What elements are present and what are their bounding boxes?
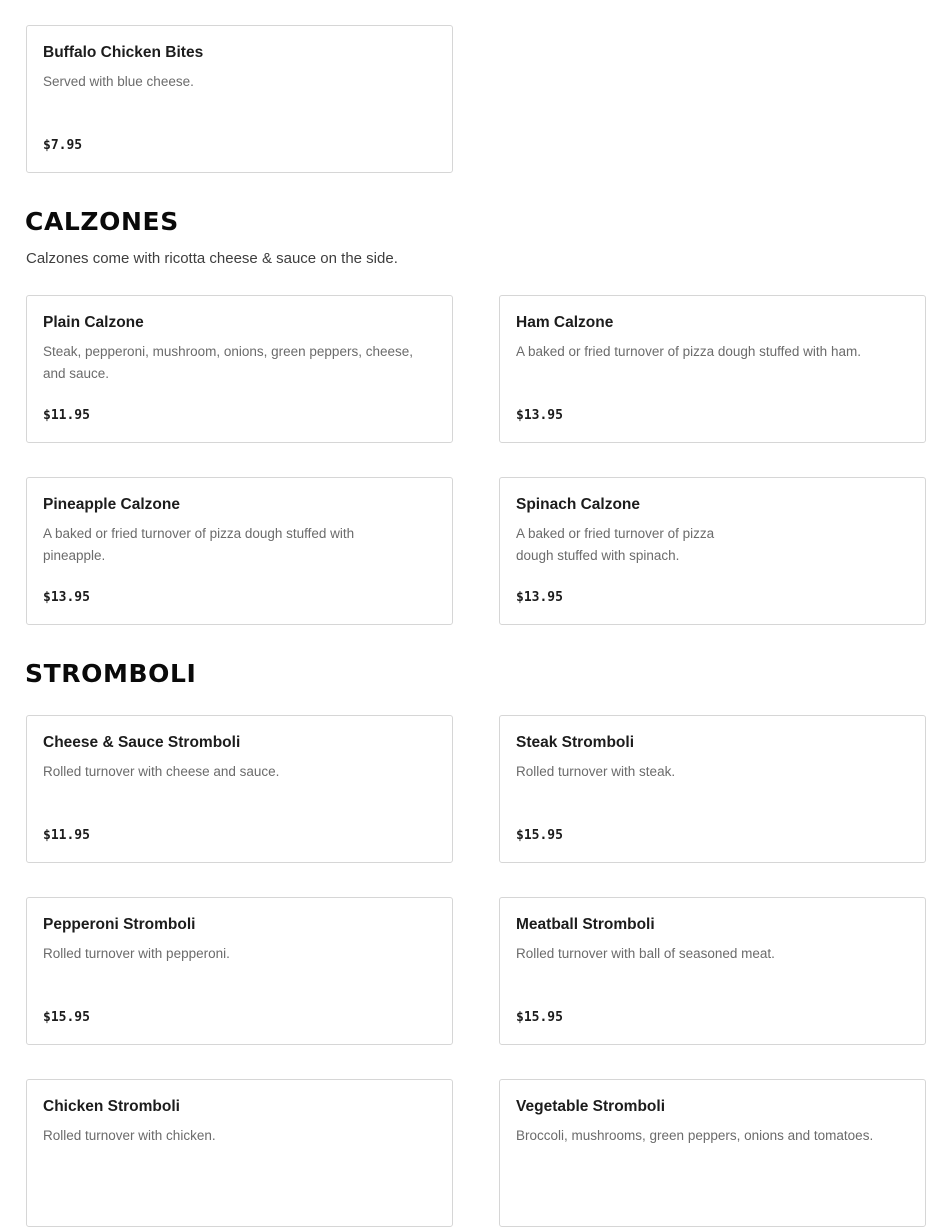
menu-item-card[interactable] <box>499 1079 926 1227</box>
item-price: $13.95 <box>516 408 563 423</box>
item-description: Broccoli, mushrooms, green peppers, onions and tomatoes. <box>516 1128 874 1143</box>
menu-item-card[interactable] <box>26 715 453 863</box>
item-price: $15.95 <box>516 828 563 843</box>
item-name: Ham Calzone <box>516 314 614 331</box>
item-name: Spinach Calzone <box>516 496 641 513</box>
item-price: $11.95 <box>43 408 90 423</box>
item-description: Served with blue cheese. <box>43 74 194 89</box>
item-name: Vegetable Stromboli <box>516 1098 666 1115</box>
menu-item-card[interactable] <box>26 1079 453 1227</box>
item-description: Rolled turnover with ball of seasoned meat. <box>516 946 775 961</box>
item-price: $15.95 <box>43 1010 90 1025</box>
menu-item-card[interactable] <box>26 295 453 443</box>
item-name: Meatball Stromboli <box>516 916 655 933</box>
item-price: $11.95 <box>43 828 90 843</box>
section-title-stromboli: STROMBOLI <box>25 659 197 688</box>
menu-item-card[interactable] <box>26 25 453 173</box>
menu-item-card[interactable] <box>499 897 926 1045</box>
item-description: Steak, pepperoni, mushroom, onions, green peppers, cheese, and sauce. <box>43 344 413 381</box>
item-name: Buffalo Chicken Bites <box>43 44 204 61</box>
menu-item-card[interactable] <box>26 477 453 625</box>
item-description: A baked or fried turnover of pizza dough stuffed with spinach. <box>516 526 715 563</box>
item-price: $13.95 <box>516 590 563 605</box>
menu-item-card[interactable] <box>26 897 453 1045</box>
menu-item-card[interactable] <box>499 295 926 443</box>
item-name: Chicken Stromboli <box>43 1098 180 1115</box>
item-name: Plain Calzone <box>43 314 144 331</box>
item-description: Rolled turnover with steak. <box>516 764 676 779</box>
section-description-calzones: Calzones come with ricotta cheese & sauce on the side. <box>26 250 398 267</box>
item-name: Steak Stromboli <box>516 734 634 751</box>
item-description: Rolled turnover with pepperoni. <box>43 946 230 961</box>
item-description: Rolled turnover with cheese and sauce. <box>43 764 280 779</box>
item-price: $7.95 <box>43 138 83 153</box>
item-price: $15.95 <box>516 1010 563 1025</box>
item-price: $13.95 <box>43 590 90 605</box>
item-description: A baked or fried turnover of pizza dough stuffed with pineapple. <box>43 526 355 563</box>
menu-item-card[interactable] <box>499 715 926 863</box>
item-name: Cheese & Sauce Stromboli <box>43 734 241 751</box>
item-name: Pepperoni Stromboli <box>43 916 196 933</box>
item-description: Rolled turnover with chicken. <box>43 1128 216 1143</box>
item-name: Pineapple Calzone <box>43 496 180 513</box>
section-title-calzones: CALZONES <box>25 207 179 236</box>
menu-item-card[interactable] <box>499 477 926 625</box>
item-description: A baked or fried turnover of pizza dough stuffed with ham. <box>516 344 861 359</box>
